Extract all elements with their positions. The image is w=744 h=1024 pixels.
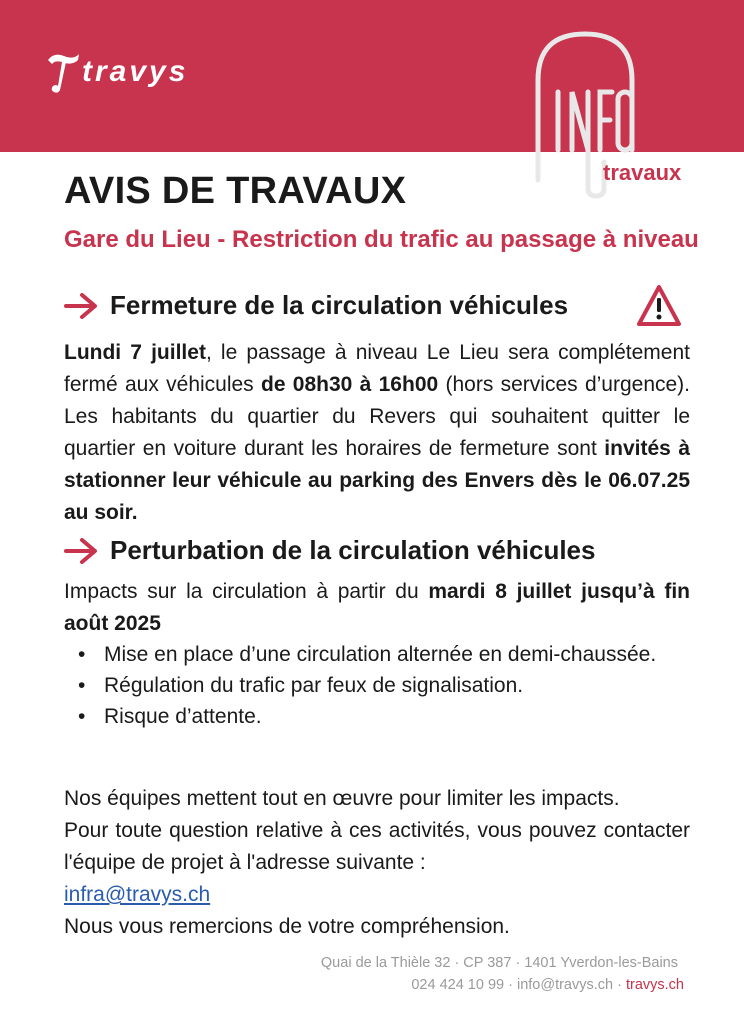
logo-wordmark: travys (82, 55, 189, 88)
travys-logo (46, 50, 188, 94)
arrow-right-icon (64, 538, 100, 564)
closure-parking-note: invités à stationner leur véhicule au parking des Envers dès le 06.07.25 au soir. (64, 437, 691, 524)
bullet-icon: • (78, 643, 86, 666)
footer-phone-email: 024 424 10 99 · info@travys.ch · (411, 977, 626, 993)
bullet-icon: • (78, 674, 86, 697)
bullet-icon: • (78, 705, 86, 728)
disruption-period: mardi 8 juillet jusqu’à fin août 2025 (64, 580, 690, 635)
footer-contact (411, 977, 684, 993)
contact-email-link[interactable]: infra@travys.ch (64, 883, 211, 906)
arrow-right-icon (64, 293, 100, 319)
disruption-intro (64, 576, 690, 640)
page-title: AVIS DE TRAVAUX (64, 170, 407, 212)
page-subtitle: Gare du Lieu - Restriction du trafic au passage à niveau (64, 226, 699, 253)
closure-paragraph (64, 337, 690, 529)
closure-text-1: , le passage à niveau Le Lieu sera complétement fermé aux véhicules (64, 341, 690, 396)
list-item-text: Régulation du trafic par feux de signalisation. (104, 674, 524, 697)
disruption-intro-text: Impacts sur la circulation à partir du (64, 580, 429, 603)
list-item (78, 640, 690, 670)
closure-text-2: (hors services d’urgence). Les habitants du quartier du Revers qui souhaitent quitter le quartier en voiture durant les horaires de fermeture sont (64, 373, 691, 460)
info-travaux-label: travaux (603, 160, 682, 185)
closing-line-1: Nos équipes mettent tout en œuvre pour limiter les impacts. (64, 787, 620, 810)
section-heading-disruption (64, 535, 595, 566)
closing-paragraph (64, 783, 690, 943)
warning-icon (636, 284, 682, 328)
list-item-text: Mise en place d’une circulation alternée en demi-chaussée. (104, 643, 657, 666)
travys-mark-icon (46, 50, 80, 94)
list-item-text: Risque d’attente. (104, 705, 262, 728)
closing-line-2: Pour toute question relative à ces activités, vous pouvez contacter l'équipe de projet à l'adresse suivante : (64, 819, 690, 874)
section-heading-closure (64, 290, 568, 321)
section-heading-disruption-text: Perturbation de la circulation véhicules (110, 535, 596, 565)
list-item (78, 702, 690, 732)
footer-address: Quai de la Thièle 32 · CP 387 · 1401 Yverdon-les-Bains (320, 955, 678, 971)
closing-line-3: Nous vous remercions de votre compréhension. (64, 915, 510, 938)
list-item (78, 671, 690, 701)
closure-date: Lundi 7 juillet (64, 341, 206, 364)
disruption-list (64, 640, 690, 733)
section-heading-closure-text: Fermeture de la circulation véhicules (110, 290, 569, 320)
footer-website-link[interactable]: travys.ch (625, 977, 684, 993)
closure-hours: de 08h30 à 16h00 (261, 373, 439, 396)
